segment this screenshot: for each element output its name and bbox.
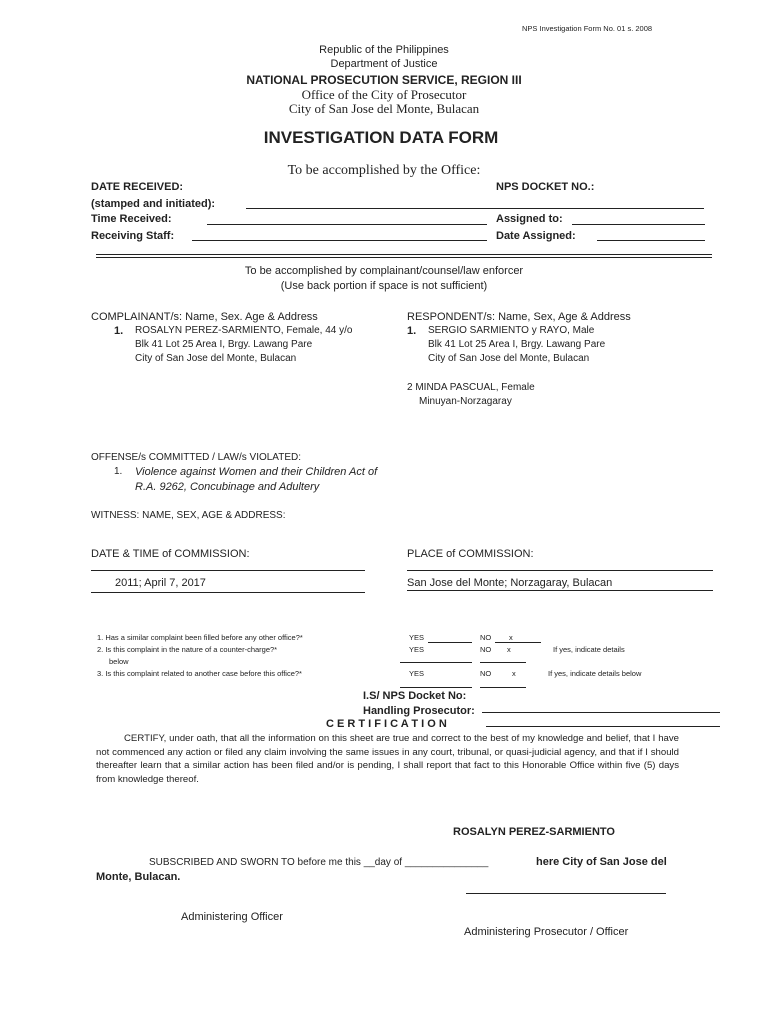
header-nps: NATIONAL PROSECUTION SERVICE, REGION III — [246, 73, 522, 87]
respondent1-address1: Blk 41 Lot 25 Area I, Brgy. Lawang Pare — [428, 339, 606, 350]
question-1: 1. Has a similar complaint been filled before any other office?* — [97, 633, 303, 642]
offense-number: 1. — [114, 466, 123, 477]
offense-line1: Violence against Women and their Children Act of — [135, 466, 378, 478]
receiving-staff-line[interactable] — [192, 240, 487, 241]
sworn-text: SUBSCRIBED AND SWORN TO before me this __day of _______________ — [149, 857, 489, 868]
question-2-below: below — [109, 657, 129, 666]
certification-signatory: ROSALYN PEREZ-SARMIENTO — [453, 826, 615, 838]
q2-no-label: NO — [480, 645, 492, 654]
office-heading: To be accomplished by the Office: — [287, 163, 481, 178]
header-city: City of San Jose del Monte, Bulacan — [288, 101, 480, 116]
assigned-to-label: Assigned to: — [496, 213, 563, 225]
respondent1-name: SERGIO SARMIENTO y RAYO, Male — [428, 325, 595, 336]
form-title: INVESTIGATION DATA FORM — [263, 128, 499, 147]
commission-date-value: 2011; April 7, 2017 — [115, 577, 206, 589]
q3-no-mark: x — [512, 669, 516, 678]
separator-top — [96, 254, 712, 255]
q3-yes-line[interactable] — [400, 687, 472, 688]
stamped-label: (stamped and initiated): — [91, 198, 216, 210]
receiving-staff-label: Receiving Staff: — [91, 230, 175, 242]
offense-line2: R.A. 9262, Concubinage and Adultery — [135, 481, 320, 493]
complainant-name: ROSALYN PEREZ-SARMIENTO, Female, 44 y/o — [135, 325, 353, 336]
time-received-line[interactable] — [207, 224, 487, 225]
form-number: NPS Investigation Form No. 01 s. 2008 — [522, 24, 653, 33]
complainant-subheading: (Use back portion if space is not sufficient) — [280, 280, 488, 292]
is-nps-docket-label: I.S/ NPS Docket No: — [363, 690, 467, 702]
nps-docket-label: NPS DOCKET NO.: — [496, 181, 595, 193]
commission-date-topline — [91, 570, 365, 571]
sworn-text-end: Monte, Bulacan. — [96, 871, 181, 883]
question-3: 3. Is this complaint related to another case before this office?* — [97, 669, 302, 678]
q1-no-mark: x — [509, 633, 513, 642]
complainant-label: COMPLAINANT/s: Name, Sex. Age & Address — [91, 311, 318, 323]
administering-prosecutor: Administering Prosecutor / Officer — [464, 926, 629, 938]
q2-no-mark: x — [507, 645, 511, 654]
respondent-label: RESPONDENT/s: Name, Sex, Age & Address — [407, 311, 631, 323]
q2-yes-label: YES — [409, 645, 425, 654]
respondent1-address2: City of San Jose del Monte, Bulacan — [428, 353, 590, 364]
complainant-address1: Blk 41 Lot 25 Area I, Brgy. Lawang Pare — [135, 339, 313, 350]
administering-officer: Administering Officer — [181, 911, 283, 923]
q3-no-line[interactable] — [480, 687, 526, 688]
date-received-label: DATE RECEIVED: — [91, 181, 184, 193]
certification-text: CERTIFY, under oath, that all the information on this sheet are true and correct to the best of my knowledge and belief, that I have not commenced any action or filed any claim involving the same issues in any court, tribunal, or quasi-judicial agency, and that if I should thereafter learn that a similar action has been filed and/or is pending, I shall report that fact to this Honorable Office within five (5) days from knowledge thereof. — [96, 733, 679, 785]
header-republic: Republic of the Philippines — [319, 44, 449, 56]
commission-place-value: San Jose del Monte; Norzagaray, Bulacan — [407, 577, 613, 589]
q2-if-yes: If yes, indicate details — [553, 645, 625, 654]
q3-yes-label: YES — [409, 669, 425, 678]
complainant-heading: To be accomplished by complainant/counsel/law enforcer — [244, 265, 524, 277]
certification-heading: C E R T I F I C A T I O N — [326, 718, 447, 730]
q1-no-line[interactable] — [495, 642, 541, 643]
respondent2-name: 2 MINDA PASCUAL, Female — [407, 382, 535, 393]
q1-yes-line[interactable] — [428, 642, 472, 643]
complainant-address2: City of San Jose del Monte, Bulacan — [135, 353, 297, 364]
commission-place-label: PLACE of COMMISSION: — [407, 548, 534, 560]
witness-label: WITNESS: NAME, SEX, AGE & ADDRESS: — [91, 510, 286, 521]
respondent2-address: Minuyan-Norzagaray — [419, 396, 512, 407]
question-2: 2. Is this complaint in the nature of a counter-charge?* — [97, 645, 278, 654]
date-assigned-line[interactable] — [597, 240, 705, 241]
handling-prosecutor-label: Handling Prosecutor: — [363, 705, 475, 717]
q3-if-yes: If yes, indicate details below — [548, 669, 642, 678]
commission-place-line — [407, 590, 713, 591]
header-office: Office of the City of Prosecutor — [301, 87, 467, 102]
handling-prosecutor-line[interactable] — [482, 712, 720, 713]
separator-bottom — [96, 257, 712, 258]
respondent1-number: 1. — [407, 325, 417, 337]
date-assigned-label: Date Assigned: — [496, 230, 576, 242]
header-department: Department of Justice — [330, 58, 438, 70]
q1-no-label: NO — [480, 633, 492, 642]
sworn-text-place: here City of San Jose del — [536, 856, 667, 868]
commission-date-line — [91, 592, 365, 593]
q1-yes-label: YES — [409, 633, 425, 642]
offense-label: OFFENSE/s COMMITTED / LAW/s VIOLATED: — [91, 452, 302, 463]
q2-yes-line[interactable] — [400, 662, 472, 663]
time-received-label: Time Received: — [91, 213, 172, 225]
q3-no-label: NO — [480, 669, 492, 678]
docket-extra-line — [486, 726, 720, 727]
stamped-line[interactable] — [246, 208, 704, 209]
q2-no-line[interactable] — [480, 662, 526, 663]
commission-place-topline — [407, 570, 713, 571]
commission-date-label: DATE & TIME of COMMISSION: — [91, 548, 250, 560]
assigned-to-line[interactable] — [572, 224, 705, 225]
prosecutor-signature-line[interactable] — [466, 893, 666, 894]
complainant-number: 1. — [114, 325, 124, 337]
